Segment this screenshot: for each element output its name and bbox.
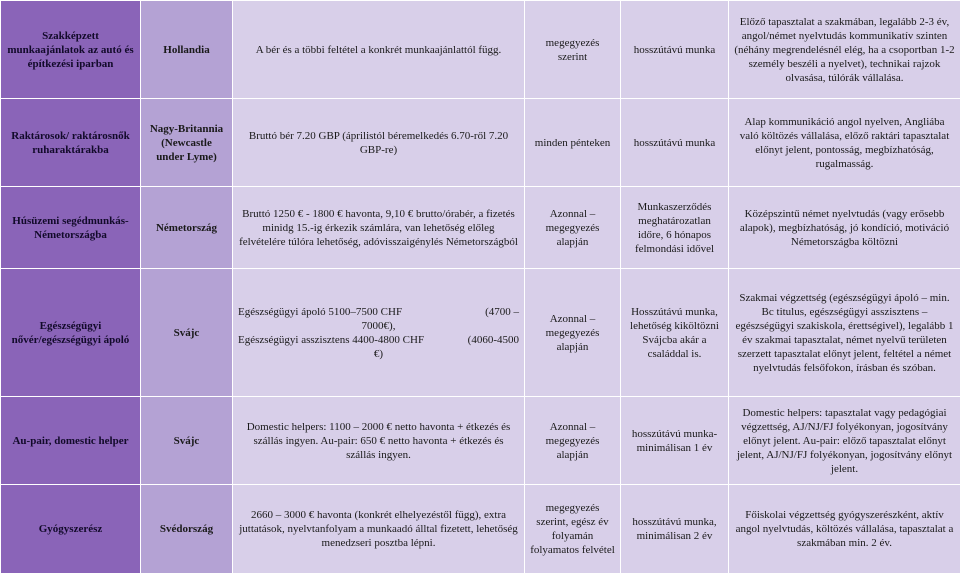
job-title-cell: Szakképzett munkaajánlatok az autó és építkezési iparban [1, 1, 141, 99]
duration-cell: hosszútávú munka, minimálisan 2 év [621, 485, 729, 574]
salary-cell: Bruttó bér 7.20 GBP (áprilistól béremelkedés 6.70-ről 7.20 GBP-re) [233, 99, 525, 187]
country-cell: Hollandia [141, 1, 233, 99]
salary-nurse-label: Egészségügyi ápoló 5100–7500 CHF [238, 305, 402, 319]
payment-cell: Azonnal – megegyezés alapján [525, 397, 621, 485]
payment-cell: Azonnal – megegyezés alapján [525, 269, 621, 397]
salary-assistant-eur-start: (4060-4500 [468, 333, 519, 347]
table-row [1, 1, 960, 99]
country-cell: Nagy-Britannia (Newcastle under Lyme) [141, 99, 233, 187]
job-title-cell: Gyógyszerész [1, 485, 141, 574]
table-row [1, 397, 960, 485]
salary-assistant-eur-end: €) [238, 347, 519, 361]
payment-cell: Azonnal – megegyezés alapján [525, 187, 621, 269]
requirements-cell: Előző tapasztalat a szakmában, legalább 2-3 év, angol/német nyelvtudás kommunikatív szinten (néhány megrendelésnél elég, ha a csoportban 1-2 személy beszéli a nyelvet), technikai rajzok olvasása, túlórák vállalása. [729, 1, 960, 99]
salary-cell: 2660 – 3000 € havonta (konkrét elhelyezéstől függ), extra juttatások, nyelvtanfolyam a munkaadó álltal fizetett, lehetőség menedzseri posztba lépni. [233, 485, 525, 574]
country-cell: Németország [141, 187, 233, 269]
duration-cell: Munkaszerződés meghatározatlan időre, 6 hónapos felmondási idővel [621, 187, 729, 269]
salary-cell [233, 269, 525, 397]
job-title-cell: Egészségügyi nővér/egészségügyi ápoló [1, 269, 141, 397]
salary-assistant-label: Egészségügyi asszisztens 4400-4800 CHF [238, 333, 424, 347]
salary-line [238, 305, 519, 319]
salary-cell: Domestic helpers: 1100 – 2000 € netto havonta + étkezés és szállás ingyen. Au-pair: 650 € netto havonta + étkezés és szállás ingyen. [233, 397, 525, 485]
job-title-cell: Au-pair, domestic helper [1, 397, 141, 485]
requirements-cell: Alap kommunikáció angol nyelven, Angliába való költözés vállalása, előző raktári tapasztalat előnyt jelent, pontosság, megbízhatóság, rugalmasság. [729, 99, 960, 187]
duration-cell: hosszútávú munka [621, 1, 729, 99]
duration-cell: hosszútávú munka- minimálisan 1 év [621, 397, 729, 485]
requirements-cell: Főiskolai végzettség gyógyszerészként, aktív angol nyelvtudás, költözés vállalása, tapasztalat a szakmában min. 2 év. [729, 485, 960, 574]
salary-nurse-eur-end: 7000€), [238, 319, 519, 333]
payment-cell: minden pénteken [525, 99, 621, 187]
country-cell: Svájc [141, 269, 233, 397]
country-cell: Svájc [141, 397, 233, 485]
payment-cell: megegyezés szerint, egész év folyamán folyamatos felvétel [525, 485, 621, 574]
salary-nurse-eur-start: (4700 – [485, 305, 519, 319]
table-row [1, 269, 960, 397]
salary-cell: A bér és a többi feltétel a konkrét munkaajánlattól függ. [233, 1, 525, 99]
requirements-cell: Szakmai végzettség (egészségügyi ápoló – min. Bc titulus, egészségügyi asszisztens – egészségügyi szakiskola, érettségivel), legalább 1 év szakmai tapasztalat, német nyelvű területen szerzett tapasztalat előnyt jelent, feltétel a német nyelvtudás felsőfokon, írásban és szóban. [729, 269, 960, 397]
duration-cell: Hosszútávú munka, lehetőség kiköltözni Svájcba akár a családdal is. [621, 269, 729, 397]
salary-cell: Bruttó 1250 € - 1800 € havonta, 9,10 € brutto/órabér, a fizetés minidg 15.-ig érkezik számlára, van lehetőség előleg felvételére túlóra lehetőség, adóvisszaigénylés Németországból [233, 187, 525, 269]
requirements-cell: Domestic helpers: tapasztalat vagy pedagógiai végzettség, AJ/NJ/FJ folyékonyan, jogosítvány előnyt jelent. Au-pair: előző tapasztalat előnyt jelent, AJ/NJ/FJ folyékonyan, jogosítvány előnyt jelent. [729, 397, 960, 485]
salary-line [238, 333, 519, 347]
country-cell: Svédország [141, 485, 233, 574]
duration-cell: hosszútávú munka [621, 99, 729, 187]
table-row [1, 485, 960, 574]
requirements-cell: Középszintű német nyelvtudás (vagy erősebb alapok), megbízhatóság, jó kondíció, motiváció Németországba költözni [729, 187, 960, 269]
payment-cell: megegyezés szerint [525, 1, 621, 99]
job-title-cell: Raktárosok/ raktárosnők ruharaktárakba [1, 99, 141, 187]
table-row [1, 187, 960, 269]
job-title-cell: Húsüzemi segédmunkás- Németországba [1, 187, 141, 269]
table-row [1, 99, 960, 187]
